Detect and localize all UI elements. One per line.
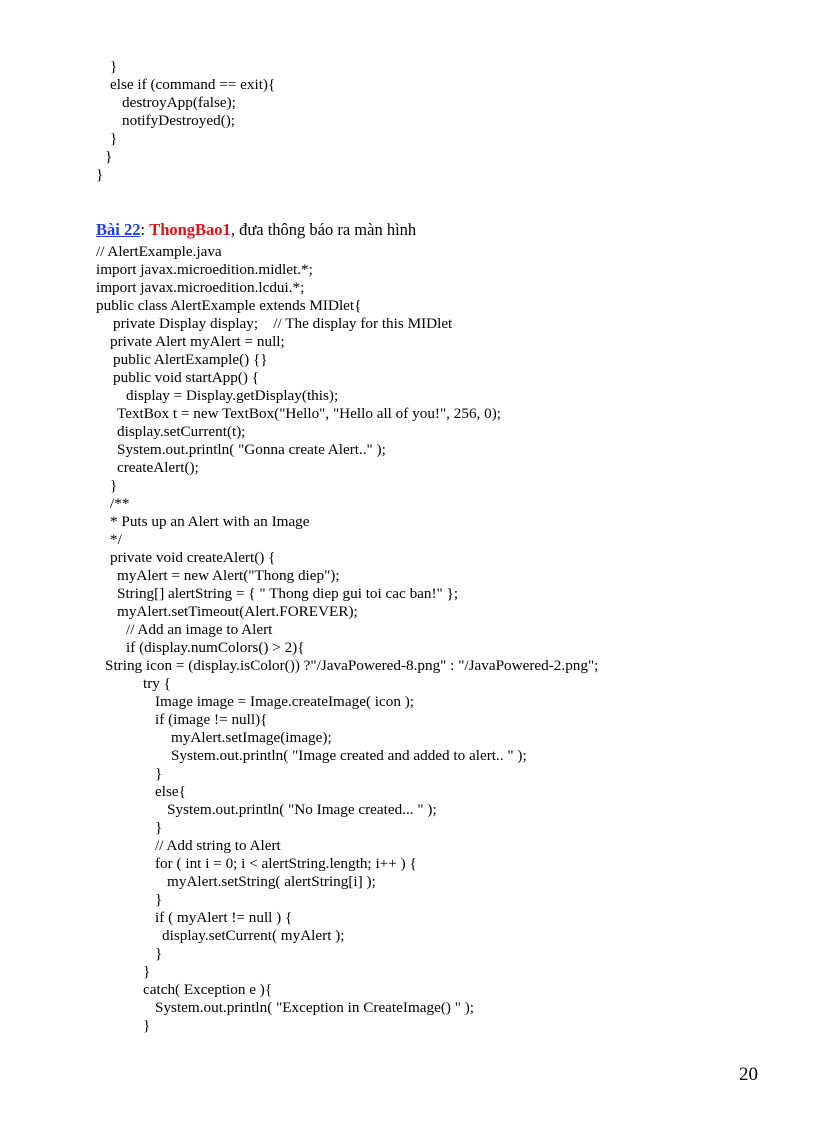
code-line: myAlert.setImage(image); bbox=[171, 729, 332, 746]
code-line: } bbox=[96, 166, 104, 183]
code-line: display.setCurrent(t); bbox=[117, 423, 246, 440]
code-line: } bbox=[143, 963, 151, 980]
exercise-description: , đưa thông báo ra màn hình bbox=[230, 220, 417, 239]
code-line: */ bbox=[110, 531, 122, 548]
code-line: System.out.println( "Exception in CreateImage() " ); bbox=[155, 999, 475, 1016]
code-line: System.out.println( "Image created and added to alert.. " ); bbox=[171, 747, 527, 764]
exercise-number-link[interactable]: Bài 22 bbox=[96, 220, 141, 239]
page-number: 20 bbox=[739, 1064, 758, 1085]
code-line: myAlert.setTimeout(Alert.FOREVER); bbox=[117, 603, 358, 620]
code-line: * Puts up an Alert with an Image bbox=[110, 513, 310, 530]
code-line: // Add string to Alert bbox=[155, 837, 281, 854]
code-line: // AlertExample.java bbox=[96, 243, 222, 260]
code-line: } bbox=[105, 148, 113, 165]
code-line: TextBox t = new TextBox("Hello", "Hello all of you!", 256, 0); bbox=[117, 405, 502, 422]
code-line: private Alert myAlert = null; bbox=[110, 333, 285, 350]
code-line: public AlertExample() {} bbox=[113, 351, 268, 368]
code-line: } bbox=[143, 1017, 151, 1034]
code-line: private Display display; // The display for this MIDlet bbox=[113, 315, 453, 332]
code-line: System.out.println( "Gonna create Alert.." ); bbox=[117, 441, 386, 458]
code-line: public void startApp() { bbox=[113, 369, 260, 386]
code-line: createAlert(); bbox=[117, 459, 199, 476]
code-line: private void createAlert() { bbox=[110, 549, 276, 566]
code-line: public class AlertExample extends MIDlet{ bbox=[96, 297, 362, 314]
code-line: import javax.microedition.midlet.*; bbox=[96, 261, 313, 278]
code-line: if ( myAlert != null ) { bbox=[155, 909, 293, 926]
code-line: } bbox=[110, 58, 118, 75]
code-line: else if (command == exit){ bbox=[110, 76, 276, 93]
code-line: } bbox=[155, 945, 163, 962]
code-line: if (image != null){ bbox=[155, 711, 268, 728]
code-line: System.out.println( "No Image created... " ); bbox=[167, 801, 437, 818]
exercise-heading bbox=[96, 220, 416, 240]
code-line: String[] alertString = { " Thong diep gui toi cac ban!" }; bbox=[117, 585, 459, 602]
code-line: notifyDestroyed(); bbox=[122, 112, 236, 129]
exercise-title: ThongBao1 bbox=[149, 220, 231, 239]
heading-separator: : bbox=[140, 220, 150, 239]
code-line: Image image = Image.createImage( icon ); bbox=[155, 693, 415, 710]
code-line: // Add an image to Alert bbox=[126, 621, 273, 638]
code-line: } bbox=[155, 765, 163, 782]
code-line: if (display.numColors() > 2){ bbox=[126, 639, 305, 656]
code-line: try { bbox=[143, 675, 171, 692]
code-line: } bbox=[155, 891, 163, 908]
code-line: myAlert = new Alert("Thong diep"); bbox=[117, 567, 340, 584]
code-line: else{ bbox=[155, 783, 186, 800]
code-line: } bbox=[110, 477, 118, 494]
code-line: /** bbox=[110, 495, 130, 512]
code-line: display.setCurrent( myAlert ); bbox=[162, 927, 345, 944]
code-line: } bbox=[155, 819, 163, 836]
code-line: import javax.microedition.lcdui.*; bbox=[96, 279, 305, 296]
code-line: for ( int i = 0; i < alertString.length; i++ ) { bbox=[155, 855, 417, 872]
code-line: catch( Exception e ){ bbox=[143, 981, 273, 998]
code-line: display = Display.getDisplay(this); bbox=[126, 387, 339, 404]
code-line: destroyApp(false); bbox=[122, 94, 236, 111]
code-line: String icon = (display.isColor()) ?"/JavaPowered-8.png" : "/JavaPowered-2.png"; bbox=[105, 657, 599, 674]
code-line: } bbox=[110, 130, 118, 147]
code-line: myAlert.setString( alertString[i] ); bbox=[167, 873, 376, 890]
